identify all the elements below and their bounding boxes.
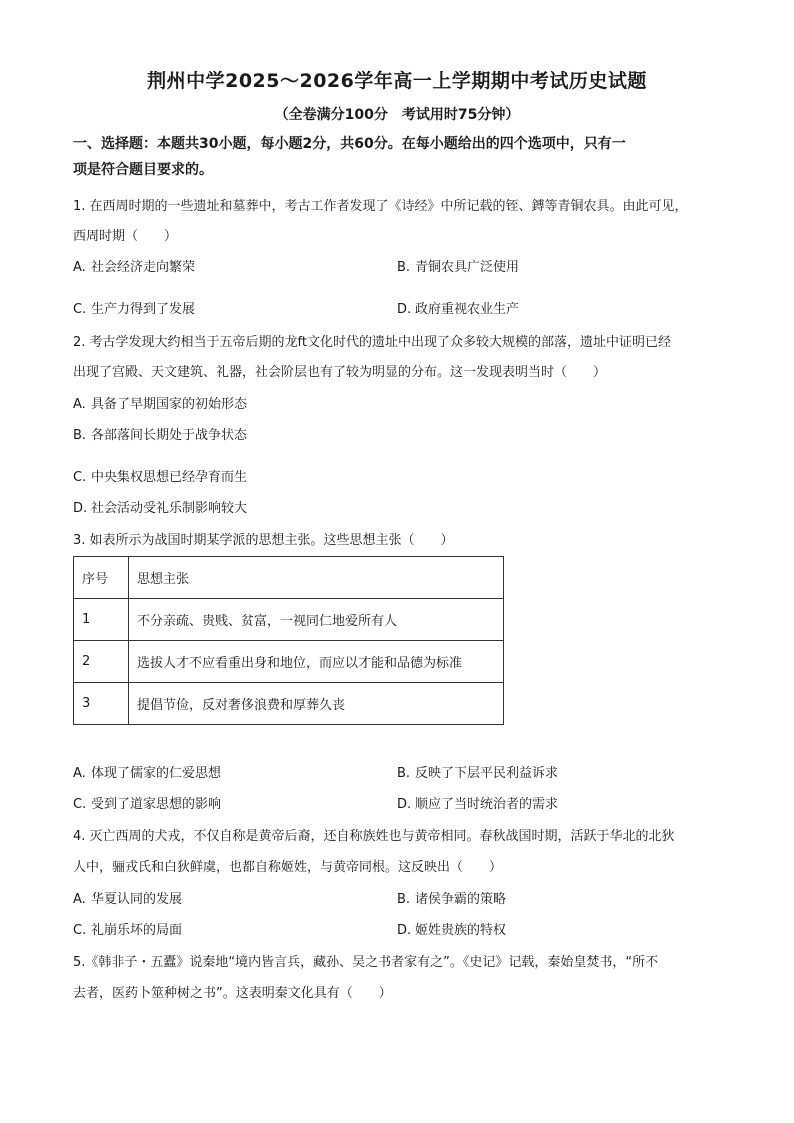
q1-option-b: B. 青铜农具广泛使用 (397, 260, 520, 275)
q1-option-c: C. 生产力得到了发展 (73, 302, 196, 317)
table-row (74, 683, 504, 725)
q4-option-d: D. 姬姓贵族的特权 (397, 923, 507, 938)
q5-stem-line1: 5.《韩非子・五蠹》说秦地“境内皆言兵，藏孙、吴之书者家有之”。《史记》记载，秦始皇焚书，“所不 (73, 955, 659, 970)
section-heading-line1: 一、选择题：本题共30小题，每小题2分，共60分。在每小题给出的四个选项中，只有一 (73, 136, 626, 152)
q1-option-a: A. 社会经济走向繁荣 (73, 260, 196, 275)
table-cell: 2 (74, 641, 129, 683)
q3-table (73, 556, 504, 725)
q2-stem-line1: 2. 考古学发现大约相当于五帝后期的龙ft文化时代的遗址中出现了众多较大规模的部落，遗址中证明已经 (73, 335, 671, 350)
q4-stem-line1: 4. 灭亡西周的犬戎，不仅自称是黄帝后裔，还自称族姓也与黄帝相同。春秋战国时期，活跃于华北的北狄 (73, 829, 675, 844)
q4-option-b: B. 诸侯争霸的策略 (397, 892, 507, 907)
q3-stem: 3. 如表所示为战国时期某学派的思想主张。这些思想主张（ ） (73, 533, 454, 548)
q3-option-b: B. 反映了下层平民利益诉求 (397, 766, 559, 781)
page-subtitle: （全卷满分100分 考试用时75分钟） (274, 107, 520, 123)
section-heading-line2: 项是符合题目要求的。 (73, 162, 213, 178)
q1-option-d: D. 政府重视农业生产 (397, 302, 520, 317)
q2-option-a: A. 具备了早期国家的初始形态 (73, 397, 248, 412)
q2-stem-line2: 出现了宫殿、天文建筑、礼器，社会阶层也有了较为明显的分布。这一发现表明当时（ ） (73, 365, 607, 380)
table-cell: 3 (74, 683, 129, 725)
q3-option-a: A. 体现了儒家的仁爱思想 (73, 766, 222, 781)
q3-option-d: D. 顺应了当时统治者的需求 (397, 797, 559, 812)
table-cell: 选拔人才不应看重出身和地位，而应以才能和品德为标准 (129, 641, 504, 683)
q3-option-c: C. 受到了道家思想的影响 (73, 797, 222, 812)
table-header-cell: 序号 (74, 557, 129, 599)
table-cell: 不分亲疏、贵贱、贫富，一视同仁地爱所有人 (129, 599, 504, 641)
q1-stem-line2: 西周时期（ ） (73, 229, 178, 244)
page-title: 荆州中学2025～2026学年高一上学期期中考试历史试题 (147, 70, 647, 92)
q5-stem-line2: 去者，医药卜筮种树之书”。这表明秦文化具有（ ） (73, 986, 392, 1001)
q4-stem-line2: 人中，骊戎氏和白狄鲜虞，也都自称姬姓，与黄帝同根。这反映出（ ） (73, 860, 503, 875)
table-header-row (74, 557, 504, 599)
table-cell: 1 (74, 599, 129, 641)
q4-option-c: C. 礼崩乐坏的局面 (73, 923, 183, 938)
q2-option-c: C. 中央集权思想已经孕育而生 (73, 470, 248, 485)
table-row (74, 599, 504, 641)
q2-option-d: D. 社会活动受礼乐制影响较大 (73, 501, 248, 516)
q1-stem-line1: 1. 在西周时期的一些遗址和墓葬中，考古工作者发现了《诗经》中所记载的铚、鎛等青铜农具。由此可见， (73, 199, 688, 214)
table-row (74, 641, 504, 683)
q2-option-b: B. 各部落间长期处于战争状态 (73, 428, 248, 443)
table-cell: 提倡节俭，反对奢侈浪费和厚葬久丧 (129, 683, 504, 725)
q4-option-a: A. 华夏认同的发展 (73, 892, 183, 907)
table-header-cell: 思想主张 (129, 557, 504, 599)
